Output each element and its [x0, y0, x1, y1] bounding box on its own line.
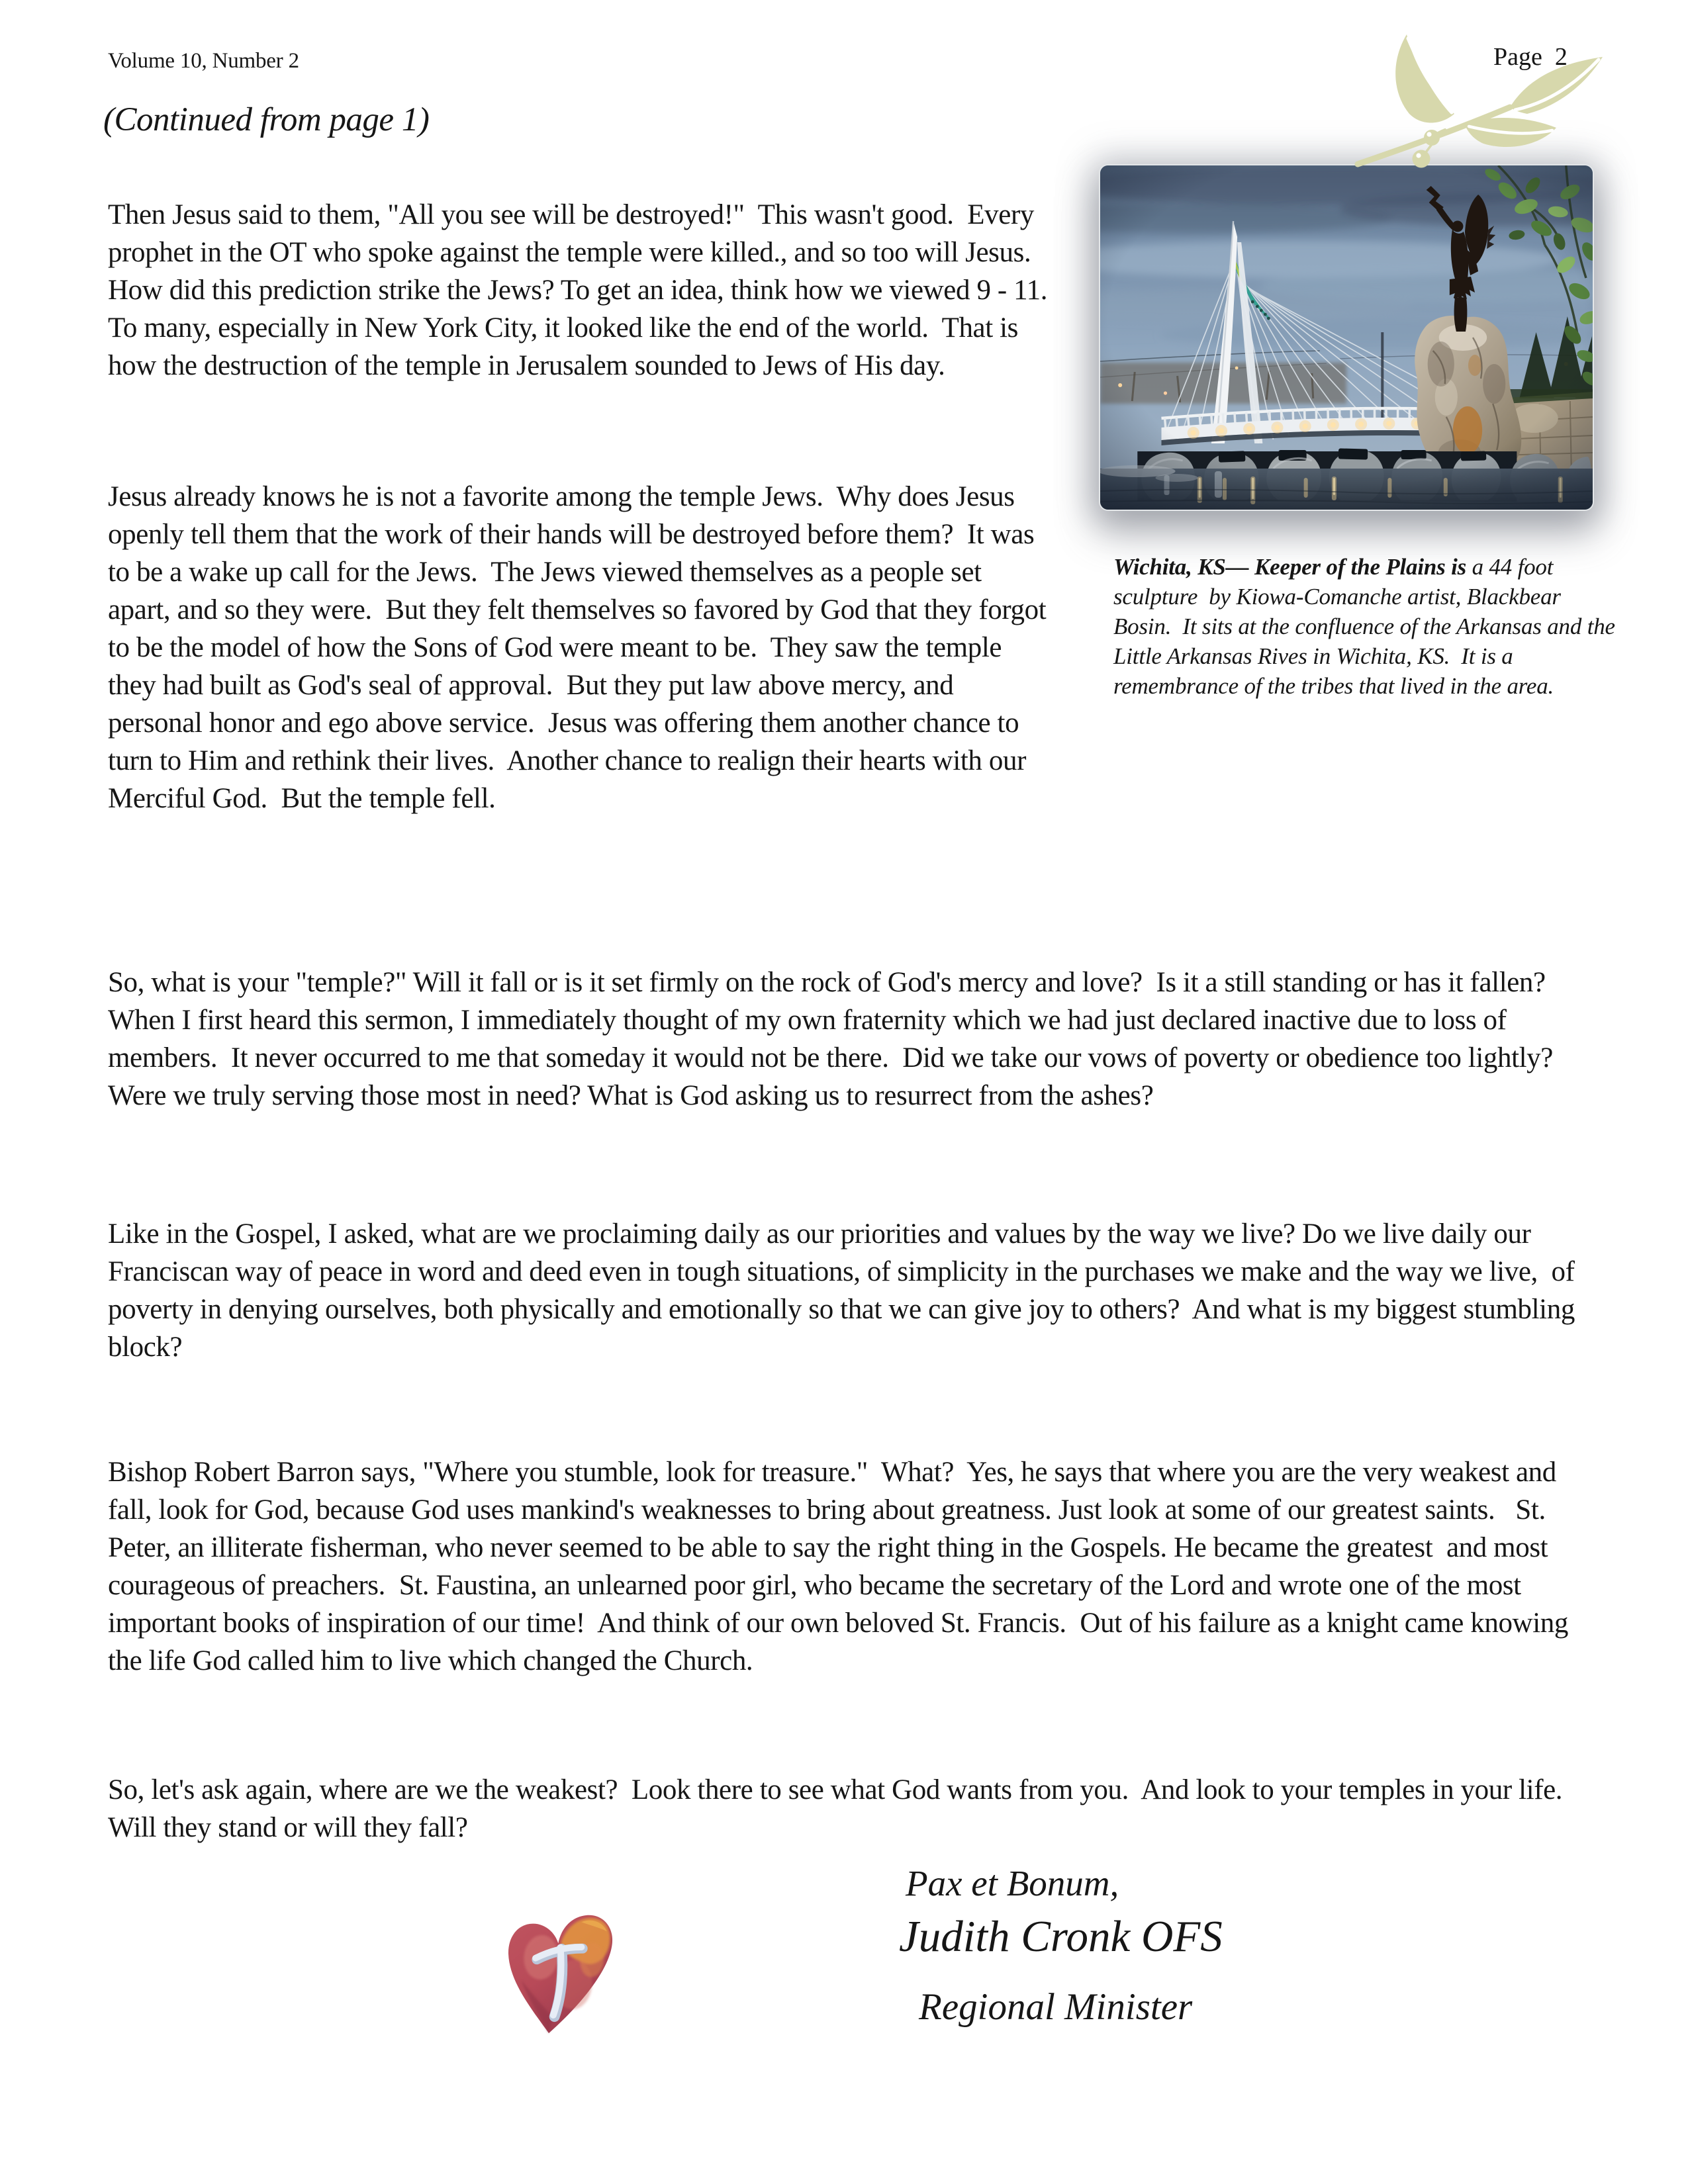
body-paragraph: So, what is your "temple?" Will it fall or is it set firmly on the rock of God's mercy and love? Is it a still standing or has it fallen? When I first heard this sermon, I immediately thought of my own fraternity which we had just declared inactive due to loss of members. It never occurred to me that someday it would not be there. Did we take our vows of poverty or obedience too lightly? Were we truly serving those most in need? What is God asking us to resurrect from the ashes?: [108, 967, 1566, 1111]
signature-name: Judith Cronk OFS: [899, 1912, 1223, 1961]
page-number: Page 2: [1493, 43, 1568, 71]
body-paragraph: Then Jesus said to them, "All you see will be destroyed!" This wasn't good. Every prophet in the OT who spoke against the temple were killed., and so too will Jesus. How did this prediction strike the Jews? To get an idea, think how we viewed 9 - 11. To many, especially in New York City, it looked like the end of the world. That is how the destruction of the temple in Jerusalem sounded to Jews of His day.: [108, 199, 1061, 381]
berry-highlight: [1427, 132, 1431, 136]
berry-highlight: [1416, 153, 1421, 158]
tau-heart-icon: [498, 1897, 617, 2044]
body-paragraph: Like in the Gospel, I asked, what are we proclaiming daily as our priorities and values by the way we live? Do we live daily our Franciscan way of peace in word and deed even in tough situations, of simplicity in the purchases we make and the way we live, of poverty in denying ourselves, both physically and emotionally so that we can give joy to others? And what is my biggest stumbling block?: [108, 1218, 1582, 1363]
continued-note: (Continued from page 1): [103, 101, 430, 138]
photo-caption: [1113, 552, 1621, 701]
body-paragraph: Bishop Robert Barron says, "Where you stumble, look for treasure." What? Yes, he says that where you are the very weakest and fall, look for God, because God uses mankind's weaknesses to bring about greatness. Just look at some of our greatest saints. St. Peter, an illiterate fisherman, who never seemed to be able to say the right thing in the Gospels. He became the greatest and most courageous of preachers. St. Faustina, an unlearned poor girl, who became the secretary of the Lord and wrote one of the most important books of inspiration of our time! And think of our own beloved St. Francis. Out of his failure as a knight came knowing the life God called him to live which changed the Church.: [108, 1457, 1575, 1676]
body-paragraph: So, let's ask again, where are we the weakest? Look there to see what God wants from you. And look to your temples in your life. Will they stand or will they fall?: [108, 1774, 1576, 1843]
signature-closing: Pax et Bonum,: [906, 1863, 1119, 1903]
photo-vignette: [1100, 165, 1593, 510]
keeper-of-the-plains-photo: [1099, 164, 1594, 511]
photo-caption-rest: a 44 foot sculpture by Kiowa-Comanche artist, Blackbear Bosin. It sits at the confluence of the Arkansas and the Little Arkansas Rives in Wichita, KS. It is a remembrance of the tribes that lived in the area.: [1113, 554, 1621, 699]
body-paragraph: Jesus already knows he is not a favorite among the temple Jews. Why does Jesus openly tell them that the work of their hands will be destroyed before them? It was to be a wake up call for the Jews. The Jews viewed themselves as a people set apart, and so they were. But they felt themselves so favored by God that they forgot to be the model of how the Sons of God were meant to be. They saw the temple they had built as God's seal of approval. But they put law above mercy, and personal honor and ego above service. Jesus was offering them another chance to turn to Him and rethink their lives. Another chance to realign their hearts with our Merciful God. But the temple fell.: [108, 481, 1053, 814]
photo-illustration: [1100, 165, 1593, 510]
photo-caption-lead: Wichita, KS— Keeper of the Plains is: [1113, 554, 1467, 580]
olive-branch-icon: [1354, 26, 1609, 169]
volume-header: Volume 10, Number 2: [108, 49, 299, 73]
signature-title: Regional Minister: [919, 1986, 1193, 2028]
